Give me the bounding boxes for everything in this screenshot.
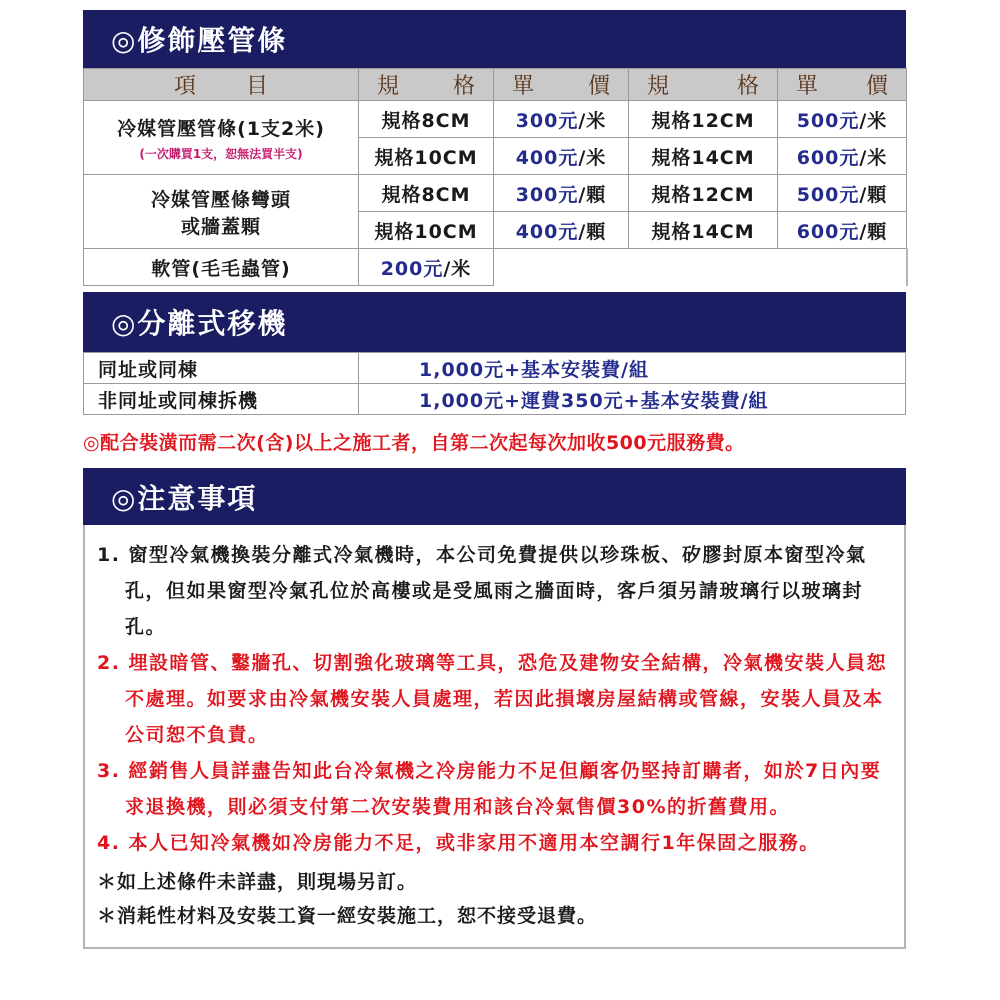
price-cell: 300元/米 <box>494 101 629 138</box>
table-row <box>84 175 907 212</box>
spec-cell: 規格14CM <box>629 138 778 175</box>
spec-cell: 規格14CM <box>629 212 778 249</box>
col-header-price: 單 價 <box>494 69 629 101</box>
section-relocation <box>83 292 906 415</box>
col-header-spec: 規 格 <box>629 69 778 101</box>
price-cell: 600元/米 <box>778 138 907 175</box>
value-cell: 1,000元+基本安裝費/組 <box>359 353 906 384</box>
value-cell: 1,000元+運費350元+基本安裝費/組 <box>359 384 906 415</box>
footnote: ＊消耗性材料及安裝工資一經安裝施工，恕不接受退費。 <box>97 905 598 927</box>
section-title: ◎分離式移機 <box>83 292 906 352</box>
table-row <box>84 249 907 286</box>
label-cell: 非同址或同棟拆機 <box>84 384 359 415</box>
trim-price-table <box>83 68 908 286</box>
spec-cell: 規格10CM <box>359 138 494 175</box>
footnote: ＊如上述條件未詳盡，則現場另訂。 <box>97 871 418 893</box>
item-cell: 軟管(毛毛蟲管) <box>84 249 359 286</box>
list-item: 4. 本人已知冷氣機如冷房能力不足，或非家用不適用本空調行1年保固之服務。 <box>97 832 820 854</box>
label-cell: 同址或同棟 <box>84 353 359 384</box>
spec-cell: 規格10CM <box>359 212 494 249</box>
list-item: 1. 窗型冷氣機換裝分離式冷氣機時，本公司免費提供以珍珠板、矽膠封原本窗型冷氣孔，但如果窗型冷氣孔位於高樓或是受風雨之牆面時，客戶須另請玻璃行以玻璃封孔。 <box>97 544 867 638</box>
spec-cell: 規格8CM <box>359 175 494 212</box>
section-title: ◎注意事項 <box>83 468 906 525</box>
item-cell: 冷媒管壓管條(1支2米) (一次購買1支，恕無法買半支) <box>84 101 359 175</box>
empty-cell <box>494 249 907 286</box>
spec-cell: 規格12CM <box>629 101 778 138</box>
table-row <box>84 384 906 415</box>
section-trim-cover <box>83 10 906 286</box>
list-item: 2. 埋設暗管、鑿牆孔、切割強化玻璃等工具，恐危及建物安全結構，冷氣機安裝人員恕不處理。如要求由冷氣機安裝人員處理，若因此損壞房屋結構或管線，安裝人員及本公司恕不負責。 <box>97 652 888 746</box>
col-header-price: 單 價 <box>778 69 907 101</box>
col-header-item: 項 目 <box>84 69 359 101</box>
relocation-table <box>83 352 906 415</box>
price-cell: 200元/米 <box>359 249 494 286</box>
section-notices <box>83 468 906 949</box>
table-row <box>84 101 907 138</box>
section-title: ◎修飾壓管條 <box>83 10 906 68</box>
col-header-spec: 規 格 <box>359 69 494 101</box>
table-row <box>84 353 906 384</box>
notice-list <box>83 525 906 949</box>
table-header-row <box>84 69 907 101</box>
item-cell: 冷媒管壓條彎頭 或牆蓋顆 <box>84 175 359 249</box>
price-cell: 400元/米 <box>494 138 629 175</box>
price-cell: 600元/顆 <box>778 212 907 249</box>
price-cell: 400元/顆 <box>494 212 629 249</box>
price-cell: 500元/顆 <box>778 175 907 212</box>
spec-cell: 規格8CM <box>359 101 494 138</box>
list-item: 3. 經銷售人員詳盡告知此台冷氣機之冷房能力不足但顧客仍堅持訂購者，如於7日內要求退換機，則必須支付第二次安裝費用和該台冷氣售價30%的折舊費用。 <box>97 760 882 818</box>
spec-cell: 規格12CM <box>629 175 778 212</box>
price-cell: 300元/顆 <box>494 175 629 212</box>
price-cell: 500元/米 <box>778 101 907 138</box>
surcharge-warning: ◎配合裝潢而需二次(含)以上之施工者，自第二次起每次加收500元服務費。 <box>83 432 745 454</box>
item-note: (一次購買1支，恕無法買半支) <box>139 146 303 161</box>
